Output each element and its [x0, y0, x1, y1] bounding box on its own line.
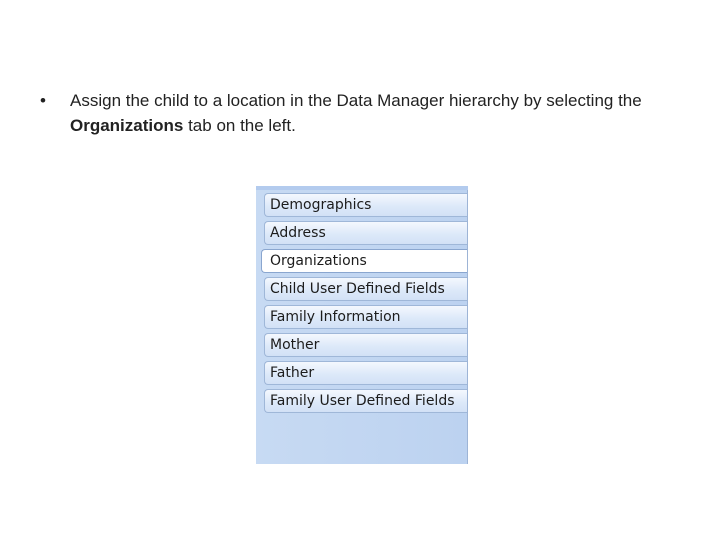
tab-family-user-defined-fields[interactable]: Family User Defined Fields: [264, 389, 467, 413]
tab-family-information[interactable]: Family Information: [264, 305, 467, 329]
tab-demographics[interactable]: Demographics: [264, 193, 467, 217]
instruction-bullet: [40, 88, 680, 138]
bullet-marker: •: [40, 91, 46, 110]
tab-father[interactable]: Father: [264, 361, 467, 385]
tab-child-user-defined-fields[interactable]: Child User Defined Fields: [264, 277, 467, 301]
instruction-text: [70, 88, 680, 138]
instruction-text-start: Assign the child to a location in the Data Manager hierarchy by selecting the: [70, 91, 642, 110]
tab-mother[interactable]: Mother: [264, 333, 467, 357]
instruction-text-bold: Organizations: [70, 116, 184, 135]
tab-list: [264, 193, 467, 417]
tab-organizations[interactable]: Organizations: [261, 249, 467, 273]
tab-panel-screenshot: [256, 186, 468, 464]
instruction-text-end: tab on the left.: [183, 116, 296, 135]
tab-panel-top-edge: [256, 186, 468, 190]
tab-address[interactable]: Address: [264, 221, 467, 245]
